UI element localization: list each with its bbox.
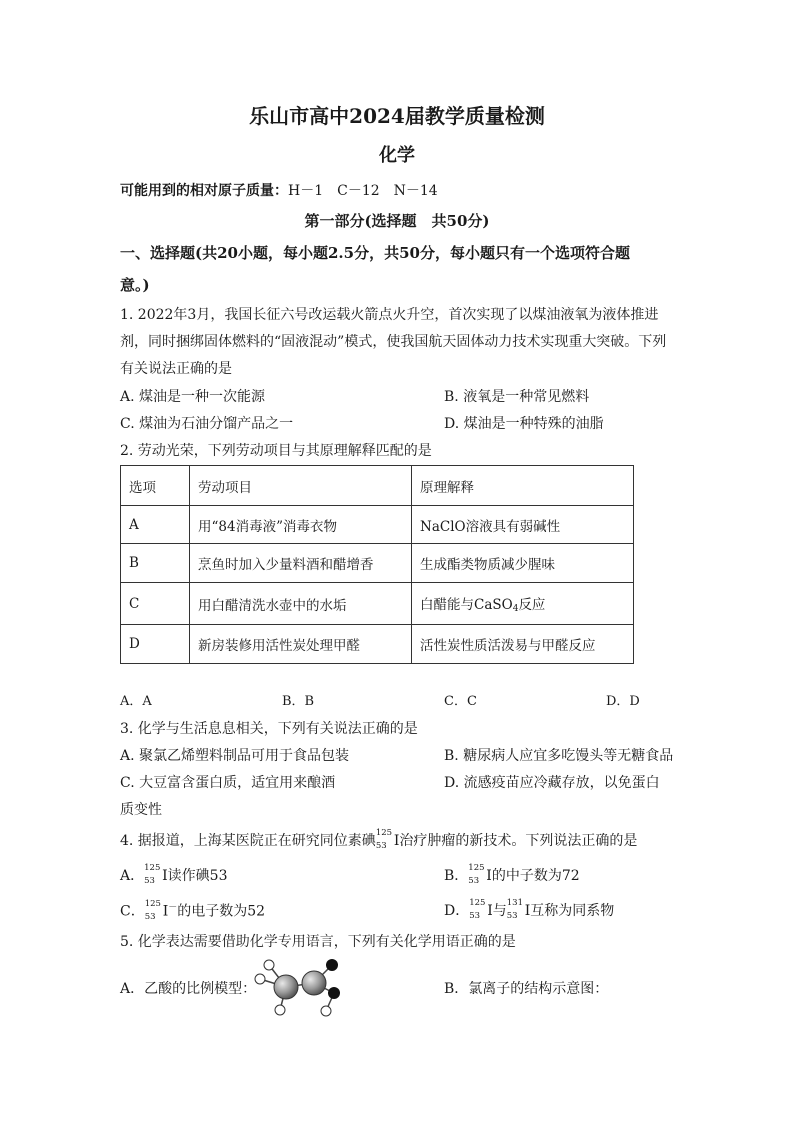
table-cell: 生成酯类物质减少腥味 xyxy=(412,544,634,583)
table-cell: 烹鱼时加入少量料酒和醋增香 xyxy=(190,544,412,583)
q2-option-a: A．A xyxy=(120,694,152,709)
table-row xyxy=(121,506,634,544)
q3-stem: 3. 化学与生活息息相关，下列有关说法正确的是 xyxy=(120,721,418,737)
q4-option-c: C． 125 53 I－的电子数为52 xyxy=(120,898,266,922)
table-row xyxy=(121,544,634,583)
q2-option-d: D．D xyxy=(606,694,640,709)
carbon-atom xyxy=(302,971,326,995)
iodine-125-notation: 125 53 xyxy=(375,828,393,851)
q2-stem: 2. 劳动光荣，下列劳动项目与其原理解释匹配的是 xyxy=(120,443,432,459)
q4-option-d: D． 125 53 I与 131 53 I互称为同系物 xyxy=(444,898,615,921)
subject-title: 化学 xyxy=(379,145,415,166)
hydrogen-atom xyxy=(255,974,265,984)
section-one-heading-line1: 一、选择题(共20小题，每小题2.5分，共50分，每小题只有一个选项符合题 xyxy=(120,244,630,262)
section-one-heading-line2: 意。) xyxy=(120,276,150,294)
q4-option-a: A． 125 53 I读作碘53 xyxy=(120,863,228,886)
q5-stem: 5. 化学表达需要借助化学专用语言，下列有关化学用语正确的是 xyxy=(120,934,516,950)
table-cell: 用白醋清洗水壶中的水垢 xyxy=(190,583,412,625)
q5-option-b: B．氯离子的结构示意图： xyxy=(444,981,609,997)
table-cell-text: 反应 xyxy=(518,597,546,613)
table-cell: A xyxy=(121,506,190,544)
table-cell: NaClO溶液具有弱碱性 xyxy=(412,506,634,544)
q2-option-b: B．B xyxy=(282,694,315,709)
atomic-masses-line xyxy=(120,180,438,200)
iodine-125-notation: 125 53 xyxy=(144,863,161,886)
q1-option-b: B. 液氧是一种常见燃料 xyxy=(444,389,590,405)
atomic-masses-label: 可能用到的相对原子质量： xyxy=(120,183,288,199)
q1-option-a: A. 煤油是一种一次能源 xyxy=(120,389,266,405)
table-header-row xyxy=(121,466,634,506)
q1-stem-line2: 剂，同时捆绑固体燃料的“固液混动”模式，使我国航天固体动力技术实现重大突破。下列 xyxy=(120,334,667,350)
table-cell: D xyxy=(121,625,190,664)
q3-option-d-continued: 质变性 xyxy=(120,802,162,818)
hydrogen-atom xyxy=(264,960,274,970)
page-title: 乐山市高中2024届教学质量检测 xyxy=(249,104,545,128)
carbon-atom xyxy=(274,975,298,999)
atomic-masses-values: H－1 C－12 N－14 xyxy=(288,183,438,199)
table-header-cell: 选项 xyxy=(121,466,190,506)
acetic-acid-model-image xyxy=(248,955,358,1021)
q2-option-c: C．C xyxy=(444,694,477,709)
hydrogen-atom xyxy=(275,1005,285,1015)
q1-stem-line3: 有关说法正确的是 xyxy=(120,361,232,377)
iodine-125-notation: 125 53 xyxy=(144,898,161,922)
part-one-heading: 第一部分(选择题 共50分) xyxy=(304,212,490,230)
q3-option-b: B. 糖尿病人应宜多吃馒头等无糖食品 xyxy=(444,748,674,764)
table-cell: 新房装修用活性炭处理甲醛 xyxy=(190,625,412,664)
iodine-125-notation: 125 53 xyxy=(469,898,486,921)
q4-option-b: B． 125 53 I的中子数为72 xyxy=(444,863,580,886)
q1-option-c: C. 煤油为石油分馏产品之一 xyxy=(120,416,294,432)
q1-option-d: D. 煤油是一种特殊的油脂 xyxy=(444,416,604,432)
iodine-131-notation: 131 53 xyxy=(506,898,523,921)
oxygen-atom xyxy=(328,987,340,999)
q3-option-a: A. 聚氯乙烯塑料制品可用于食品包装 xyxy=(120,748,350,764)
q3-option-c: C. 大豆富含蛋白质，适宜用来酿酒 xyxy=(120,775,336,791)
iodine-125-notation: 125 53 xyxy=(468,863,485,886)
q2-table xyxy=(120,465,634,664)
table-cell-text: 白醋能与 xyxy=(420,597,474,613)
table-cell xyxy=(412,583,634,625)
table-header-cell: 劳动项目 xyxy=(190,466,412,506)
table-cell: C xyxy=(121,583,190,625)
q5-option-a: A．乙酸的比例模型： xyxy=(120,981,257,997)
table-cell: 活性炭性质活泼易与甲醛反应 xyxy=(412,625,634,664)
table-cell: B xyxy=(121,544,190,583)
oxygen-atom xyxy=(326,959,338,971)
table-cell: 用“84消毒液”消毒衣物 xyxy=(190,506,412,544)
q4-stem: 4. 据报道，上海某医院正在研究同位素碘 125 53 I治疗肿瘤的新技术。下列说法正确的是 xyxy=(120,828,638,851)
hydrogen-atom xyxy=(321,1006,331,1016)
q3-option-d: D. 流感疫苗应冷藏存放，以免蛋白 xyxy=(444,775,660,791)
q1-stem-line1: 1. 2022年3月，我国长征六号改运载火箭点火升空，首次实现了以煤油液氧为液体推进 xyxy=(120,307,659,323)
caso4-formula: CaSO$_4$ xyxy=(474,597,519,614)
table-header-cell: 原理解释 xyxy=(412,466,634,506)
table-row xyxy=(121,583,634,625)
table-row xyxy=(121,625,634,664)
